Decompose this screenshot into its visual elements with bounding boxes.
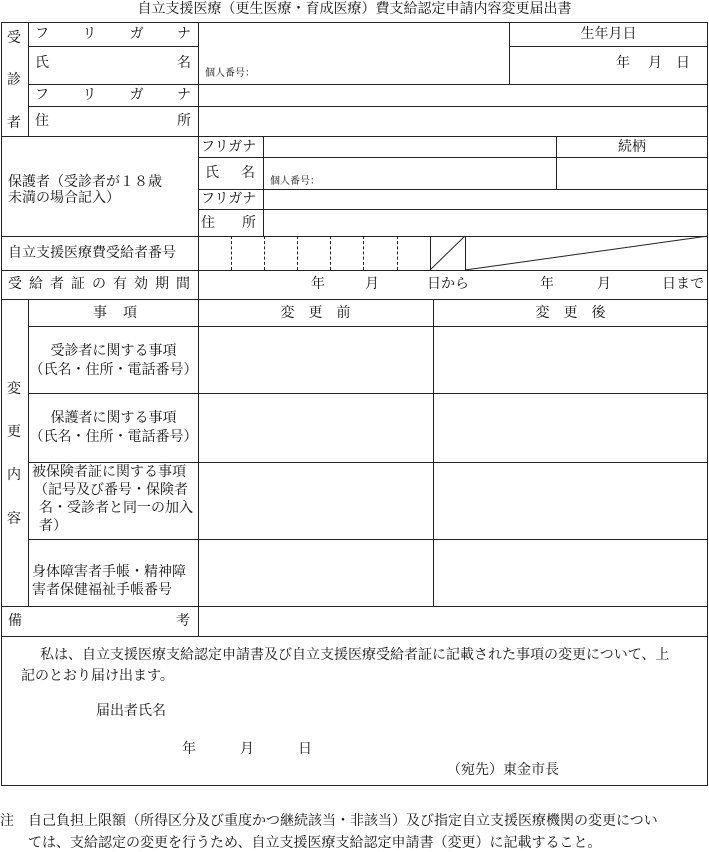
guardian-furigana2-label: フリガナ [201,191,257,207]
guardian-address-field[interactable] [264,210,707,235]
changes-side-label-2: 更 [7,424,21,440]
remarks-field[interactable] [199,607,707,635]
declaration-year: 年 [182,741,196,757]
handbook-before-field[interactable] [199,540,432,605]
addressee: （宛先）東金市長 [447,762,559,778]
guardian-furigana-field[interactable] [264,137,555,156]
note-line1: 注 自己負担上限額（所得区分及び重度かつ継続該当・非該当）及び指定自立支援医療機関の変更につい [0,813,658,829]
patient-name-label: 氏 名 [35,55,191,71]
insurance-after-field[interactable] [434,463,707,538]
guardian-relation-field[interactable] [557,158,707,188]
patient-address-label: 住 所 [35,113,191,129]
recipient-number-field[interactable] [199,237,429,269]
patient-address-field[interactable] [199,107,707,135]
declaration-day: 日 [298,741,312,757]
validity-from-month: 月 [365,276,379,292]
change-item-patient: 受診者に関する事項 （氏名・住所・電話番号） [29,343,198,378]
form-title: 自立支援医療（更生医療・育成医療）費支給認定申請内容変更届出書 [137,1,572,17]
change-item-handbook: 身体障害者手帳・精神障 害者保健福祉手帳番号 [32,564,186,598]
guardian-furigana-label: フリガナ [201,139,257,155]
patient-my-number-label: 個人番号： [205,68,255,79]
validity-to-month: 月 [597,276,611,292]
birth-year-label: 年 [616,55,630,71]
guardian-name-label: 氏 名 [205,165,255,181]
patient-side-label-1: 受 [7,30,21,46]
birth-date-header: 生年月日 [580,26,637,42]
declaration-month: 月 [240,741,254,757]
patient-furigana-label: フ リ ガ ナ [35,26,191,42]
remarks-label: 備 考 [8,613,190,629]
header-before: 変 更 前 [280,305,351,321]
change-item-guardian: 保護者に関する事項 （氏名・住所・電話番号） [29,410,198,445]
change-item-insurance: 被保険者証に関する事項 （記号及び番号・保険者 名・受診者と同一の加入 者） [32,464,193,534]
birth-day-label: 日 [676,55,690,71]
patient-after-field[interactable] [434,327,707,392]
guardian-name-field[interactable] [264,158,555,188]
changes-side-label-4: 容 [7,511,21,527]
patient-furigana-field[interactable] [199,23,508,45]
note-line2: ては、支給認定の変更を行うため、自立支援医療支給認定申請書（変更）に記載すること。 [0,835,602,851]
validity-from-year: 年 [311,276,325,292]
validity-label: 受 給 者 証 の 有 効 期 間 [8,276,190,292]
patient-before-field[interactable] [199,327,432,392]
patient-side-label-3: 者 [7,115,21,131]
guardian-relation-header: 続柄 [618,139,646,155]
validity-to-day: 日まで [662,276,704,292]
declaration-line1: 私は、自立支援医療支給認定申請書及び自立支援医療受給者証に記載された事項の変更について、上 [40,647,670,663]
validity-from-day: 日から [427,276,469,292]
guardian-before-field[interactable] [199,394,432,461]
birth-month-label: 月 [648,55,662,71]
handbook-after-field[interactable] [434,540,707,605]
recipient-number-label: 自立支援医療費受給者番号 [8,245,176,261]
header-item: 事 項 [93,305,137,321]
guardian-my-number-label: 個人番号： [270,176,320,187]
guardian-label-line2: 未満の場合記入） [8,190,120,206]
declaration-line2: 記のとおり届け出ます。 [21,668,174,684]
patient-furigana2-label: フ リ ガ ナ [35,87,191,103]
patient-furigana2-field[interactable] [199,85,707,105]
changes-side-label-3: 内 [7,467,21,483]
patient-side-label-2: 診 [7,72,21,88]
guardian-label-line1: 保護者（受診者が１８歳 [8,174,162,190]
validity-to-year: 年 [540,276,554,292]
guardian-after-field[interactable] [434,394,707,461]
changes-side-label-1: 変 [7,381,21,397]
applicant-name-field[interactable] [175,698,575,720]
header-after: 変 更 後 [535,305,606,321]
applicant-name-label: 届出者氏名 [96,703,166,719]
guardian-furigana2-field[interactable] [264,190,707,208]
guardian-address-label: 住 所 [201,215,256,231]
insurance-before-field[interactable] [199,463,432,538]
